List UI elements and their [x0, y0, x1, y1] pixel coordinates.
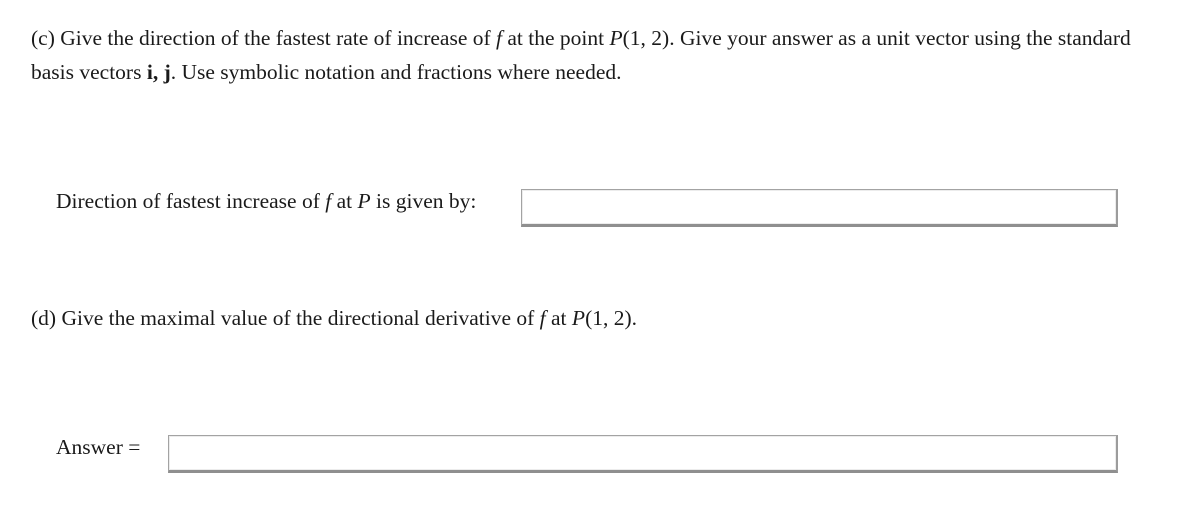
max-directional-derivative-input[interactable] [168, 435, 1118, 473]
part-c-prompt-mid: at [331, 189, 358, 213]
basis-vectors-symbols: i, j [146, 60, 171, 84]
part-c-line2-tail: . Use symbolic notation and fractions where needed. [170, 60, 622, 84]
point-p-symbol: P [571, 306, 586, 330]
part-c-text-tail: . Give your answer as a unit vector using the standard [669, 26, 1131, 50]
part-c-question-line-2 [31, 56, 622, 89]
part-d-text-lead: (d) Give the maximal value of the directional derivative of [31, 306, 540, 330]
function-f-symbol: f [496, 26, 503, 50]
part-d-text-tail: . [631, 306, 638, 330]
part-d-answer-label: Answer = [56, 435, 141, 459]
part-c-text-mid: at the point [502, 26, 610, 50]
part-c-question-line-1 [31, 22, 1131, 55]
point-p-symbol: P [357, 189, 371, 213]
part-c-prompt-tail: is given by: [370, 189, 477, 213]
part-c-text-lead: (c) Give the direction of the fastest rate of increase of [31, 26, 497, 50]
direction-answer-input[interactable] [521, 189, 1118, 227]
part-c-line2-lead: basis vectors [31, 60, 147, 84]
point-coordinates: (1, 2) [622, 26, 670, 50]
function-f-symbol: f [539, 306, 546, 330]
part-c-answer-label [56, 186, 476, 216]
part-d-text-mid: at [545, 306, 572, 330]
point-coordinates: (1, 2) [585, 306, 632, 330]
part-c-prompt-lead: Direction of fastest increase of [56, 189, 326, 213]
function-f-symbol: f [325, 189, 332, 213]
part-d-question [31, 302, 637, 335]
point-p-symbol: P [609, 26, 623, 50]
